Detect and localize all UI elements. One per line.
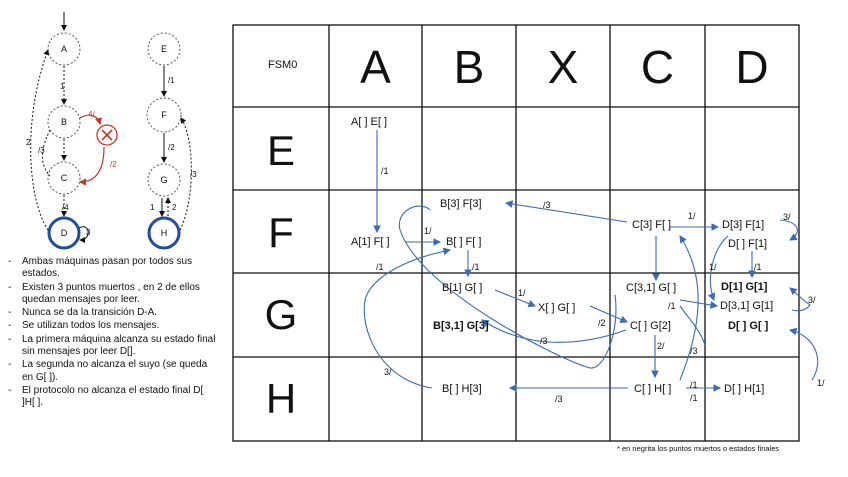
state-ae: A[ ] E[ ] [351, 116, 388, 128]
column-header-a: A [360, 41, 391, 93]
state-b31g3-deadend: B[3,1] G[3] [433, 320, 489, 332]
fsm-state-d: D [60, 228, 68, 238]
note-item: - El protocolo no alcanza el estado final D[ ]H[ ]. [6, 385, 216, 410]
state-dh1: D[ ] H[1] [724, 383, 765, 395]
state-bf: B[ ] F[ ] [446, 236, 482, 248]
state-xg: X[ ] G[ ] [538, 302, 576, 314]
edge-label: /3 [555, 394, 563, 404]
edge-label: 1/ [688, 211, 696, 221]
note-item: - La segunda no alcanza el suyo (se queda en G[ ]). [6, 359, 216, 384]
fsm-state-a: A [60, 44, 67, 54]
state-af: A[1] F[ ] [351, 236, 390, 248]
fsm-edge-label: 1 [60, 82, 65, 91]
edge-label: /3 [690, 346, 698, 356]
edge-label: 1/ [709, 262, 717, 272]
edge-label: 1/ [817, 378, 825, 388]
fsm-edge-label: /2 [168, 143, 175, 152]
edge-label: 1/ [424, 226, 432, 236]
edge-label: 3/ [783, 212, 791, 222]
fsm-edge-label: 2 [26, 138, 31, 147]
fsm-edge-label: 4/ [88, 110, 95, 119]
column-header-d: D [735, 41, 769, 93]
state-bh3: B[ ] H[3] [442, 383, 482, 395]
state-cg2: C[ ] G[2] [630, 320, 671, 332]
footnote: * en negrita los puntos muertos o estados finales [617, 444, 780, 453]
state-bg1: B[1] G[ ] [442, 282, 483, 294]
note-item: - La primera máquina alcanza su estado final sin mensajes por leer D[]. [6, 334, 216, 359]
state-cf3: C[3] F[ ] [632, 219, 672, 231]
edge-label: /3 [540, 336, 548, 346]
fsm-state-c: C [60, 173, 68, 183]
row-header-h: H [265, 375, 297, 422]
state-ch: C[ ] H[ ] [634, 383, 672, 395]
edge-label: /1 [668, 301, 676, 311]
state-df1: D[ ] F[1] [728, 238, 768, 250]
row-header-g: G [264, 291, 298, 338]
note-item: - Existen 3 puntos muertos , en 2 de ellos quedan mensajes por leer. [6, 282, 216, 307]
fsm-state-h: H [160, 228, 168, 238]
fsm-edge-label: 3 [86, 228, 91, 237]
fsm-state-g: G [160, 175, 168, 185]
state-d31g1: D[3,1] G[1] [720, 300, 774, 312]
state-bf3: B[3] F[3] [440, 198, 482, 210]
fsm-edge-label: /4 [62, 203, 69, 212]
edge-label: /3 [543, 200, 551, 210]
state-c31g: C[3,1] G[ ] [626, 282, 677, 294]
note-item: - Ambas máquinas pasan por todos sus estados. [6, 256, 216, 281]
fsm-edge-label: /3 [190, 170, 197, 179]
column-header-x: X [547, 41, 579, 93]
edge-label: /1 [690, 380, 698, 390]
fsm-state-e: E [160, 44, 167, 54]
table-corner-label: FSM0 [268, 59, 298, 71]
fsm-edge-label: 1 [150, 203, 155, 212]
edge-label: /1 [690, 393, 698, 403]
edge-label: 3/ [384, 367, 392, 377]
edge-label: 3/ [808, 295, 816, 305]
column-header-c: C [640, 41, 675, 93]
edge-label: 1/ [518, 288, 526, 298]
edge-label: /1 [376, 262, 384, 272]
edge-label: /2 [598, 318, 606, 328]
edge-label: /1 [472, 262, 480, 272]
edge-label: /1 [381, 166, 389, 176]
state-d3f1: D[3] F[1] [722, 219, 765, 231]
row-header-f: F [268, 209, 294, 256]
edge-label: /1 [754, 262, 762, 272]
column-header-b: B [453, 41, 485, 93]
row-header-e: E [266, 127, 295, 174]
fsm-state-b: B [60, 117, 67, 127]
fsm-edge-label: /3 [38, 146, 45, 155]
fsm-state-f: F [161, 110, 167, 120]
edge-label: 2/ [657, 341, 665, 351]
note-item: - Se utilizan todos los mensajes. [6, 320, 216, 332]
fsm-edge-label: 2 [172, 203, 177, 212]
fsm-edge-label: /2 [110, 160, 117, 169]
fsm-edge-label: /1 [168, 76, 175, 85]
state-d1g1-deadend: D[1] G[1] [721, 281, 768, 293]
state-dg-deadend: D[ ] G[ ] [728, 320, 769, 332]
note-item: - Nunca se da la transición D-A. [6, 307, 216, 319]
